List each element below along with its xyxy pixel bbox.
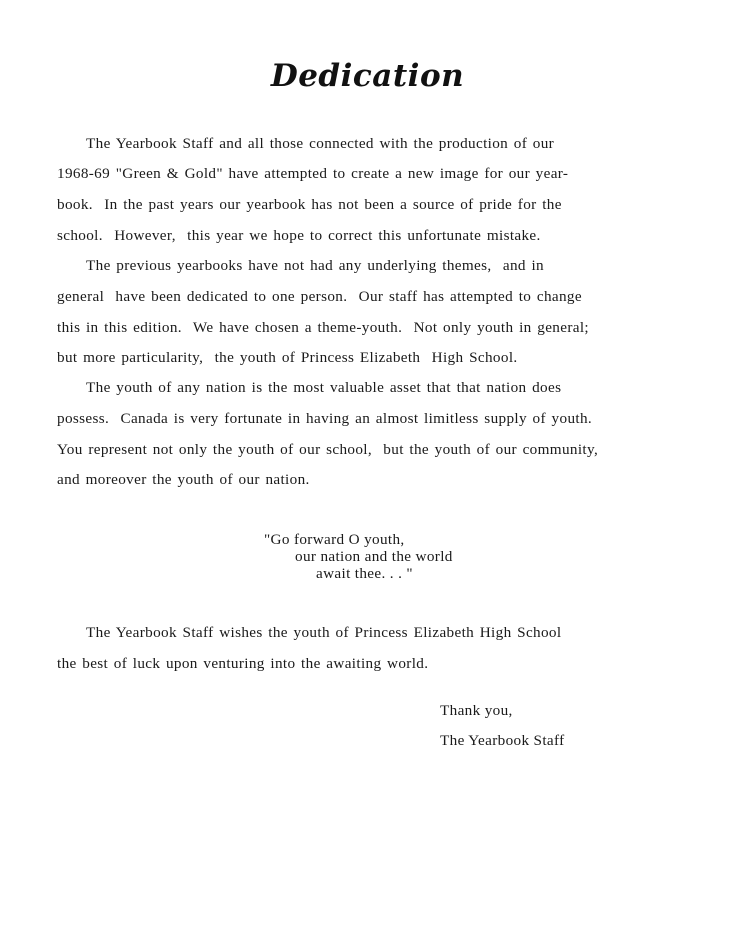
paragraph-3-line-1: The youth of any nation is the most valuable asset that that nation does [86,379,562,396]
quote-line-3: await thee. . . " [316,565,413,582]
paragraph-1-line-4: school. However, this year we hope to correct this unfortunate mistake. [57,227,541,244]
paragraph-3-line-2: possess. Canada is very fortunate in having an almost limitless supply of youth. [57,410,593,427]
paragraph-1-line-1: The Yearbook Staff and all those connected with the production of our [86,135,555,152]
paragraph-1-line-2: 1968-69 "Green & Gold" have attempted to create a new image for our year- [57,165,569,182]
paragraph-2-line-2: general have been dedicated to one person. Our staff has attempted to change [57,288,582,305]
page-title: Dedication [270,58,465,94]
paragraph-1-line-3: book. In the past years our yearbook has not been a source of pride for the [57,196,562,213]
paragraph-3-line-3: You represent not only the youth of our school, but the youth of our community, [57,441,599,458]
closing-line-2: the best of luck upon venturing into the awaiting world. [57,655,429,672]
signature-name: The Yearbook Staff [440,732,565,749]
paragraph-3-line-4: and moreover the youth of our nation. [57,471,310,488]
quote-line-2: our nation and the world [295,548,453,565]
paragraph-2-line-3: this in this edition. We have chosen a theme-youth. Not only youth in general; [57,319,589,336]
quote-line-1: "Go forward O youth, [264,531,405,548]
signature-thanks: Thank you, [440,702,513,719]
paragraph-2-line-4: but more particularity, the youth of Princess Elizabeth High School. [57,349,518,366]
closing-line-1: The Yearbook Staff wishes the youth of Princess Elizabeth High School [86,624,562,641]
paragraph-2-line-1: The previous yearbooks have not had any underlying themes, and in [86,257,544,274]
